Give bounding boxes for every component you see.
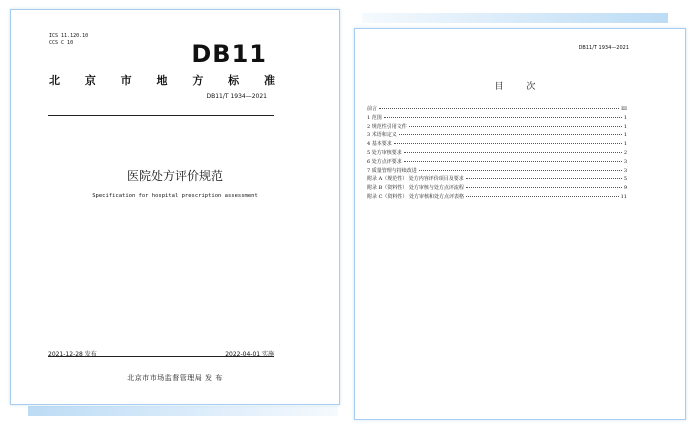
toc-entry-page: 3 [623,158,627,165]
standard-name-char: 标 [228,74,240,87]
toc-entry-page: 1 [623,132,627,139]
toc-entry[interactable] [367,149,627,158]
toc-entry-page: 3 [623,167,627,174]
toc-entry[interactable] [367,123,627,132]
issue-date: 2021-12-28 发布 [48,351,97,358]
toc-leader [399,134,622,135]
toc-entry[interactable] [367,175,627,184]
standard-name-char: 市 [120,74,132,87]
standard-name-char: 地 [156,74,168,87]
toc-entry-page: 9 [623,185,627,192]
toc-entry-page: 1 [623,114,627,121]
standard-number: DB11/T 1934—2021 [206,93,267,100]
toc-entry-page: 5 [623,176,627,183]
toc-entry-label: 附录 B（资料性） 处方审核与处方点评流程 [367,185,464,192]
toc-entry-label: 4 基本要求 [367,141,392,148]
toc-entry-label: 5 处方审核要求 [367,149,402,156]
toc-entry[interactable] [367,131,627,140]
standard-number: DB11/T 1934—2021 [578,45,629,51]
toc-entry[interactable] [367,184,627,193]
ccs-code: CCS C 10 [49,40,74,46]
toc-leader [404,152,622,153]
toc-leader [419,170,622,171]
toc-entry-label: 前言 [367,106,378,112]
toc-page[interactable] [354,28,686,420]
toc-leader [466,187,622,188]
toc-leader [466,196,619,197]
decorative-bar-top [362,13,668,23]
toc-entry-page: 11 [620,193,627,200]
ics-code: ICS 11.120.10 [49,33,89,39]
toc-entry-label: 6 处方点评要求 [367,158,402,165]
table-of-contents [367,105,627,202]
toc-leader [409,126,622,127]
toc-entry[interactable] [367,140,627,149]
document-title-cn: 医院处方评价规范 [126,169,223,183]
document-title-en: Specification for hospital prescription assessment [92,193,258,199]
toc-leader [466,178,622,179]
toc-entry-label: 附录 A（规范性） 处方内容评价项目及要求 [367,176,464,183]
toc-leader [384,117,622,118]
standard-name-char: 京 [84,74,96,87]
standard-name-char: 准 [263,74,275,87]
toc-entry-label: 附录 C（资料性） 处方审核和处方点评表格 [367,193,465,200]
divider [48,356,274,357]
decorative-bar-bottom [28,406,338,416]
toc-leader [379,108,619,109]
toc-title: 目 次 [494,82,546,92]
toc-entry-label: 7 质量管理与持续改进 [367,167,417,174]
toc-entry-page: 1 [623,141,627,148]
cover-page[interactable] [10,9,340,405]
standard-name-char: 方 [192,74,204,87]
toc-entry-page: 1 [623,123,627,130]
toc-entry-label: 1 范围 [367,114,382,121]
standard-name [49,72,275,88]
toc-entry-label: 2 规范性引用文件 [367,123,407,130]
toc-entry[interactable] [367,158,627,167]
db-logo: DB11 [191,40,267,68]
toc-entry[interactable] [367,114,627,123]
toc-entry[interactable] [367,105,627,114]
toc-leader [404,161,622,162]
toc-entry[interactable] [367,167,627,176]
publisher: 北京市市场监督管理局 发 布 [127,374,223,382]
toc-leader [394,143,622,144]
divider [48,115,274,116]
standard-name-char: 北 [49,74,60,87]
toc-entry-page: 2 [623,149,627,156]
toc-entry-page: III [621,106,627,112]
toc-entry[interactable] [367,193,627,202]
implement-date: 2022-04-01 实施 [225,351,274,358]
toc-entry-label: 3 术语和定义 [367,132,397,139]
